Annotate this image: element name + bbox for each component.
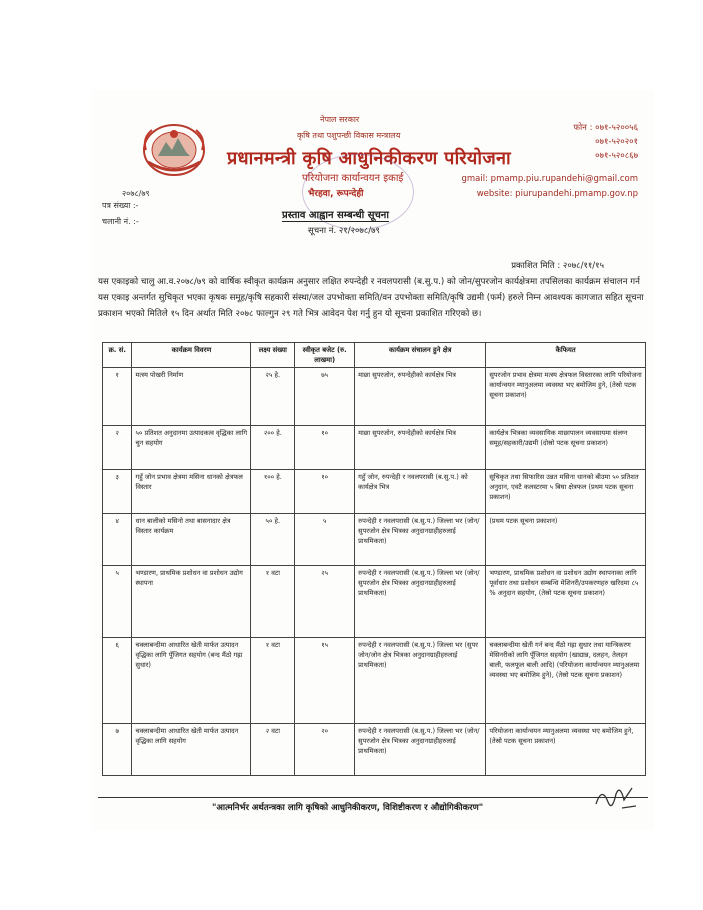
phone-1: फोन : ०७१-५२००५६ <box>573 123 638 133</box>
unit-name: परियोजना कार्यान्वयन इकाई <box>302 173 404 184</box>
notice-number: सूचना नं. २१/२०७८/७९ <box>308 226 380 236</box>
letterhead <box>92 90 654 250</box>
letter-page <box>92 90 654 830</box>
cell-area: रुपन्देही र नवलपरासी (ब.सु.प.) जिल्ला भर (सुपर जोन/जोन क्षेत्र भित्रका अनुदानग्राहीहरुलाई प्राथमिकता) <box>355 638 486 724</box>
cell-target: २५ हे. <box>251 368 295 426</box>
col-serial: क्र. सं. <box>103 343 132 368</box>
cell-program: भण्डारण, प्राथमिक प्रशोधन वा प्रशोधन उद्योग स्थापना <box>132 566 251 638</box>
table-row <box>103 724 646 776</box>
cell-program: चक्लाबन्दीमा आधारित खेती मार्फत उत्पादन वृद्धिका लागि पूँजिगत सहयोग (बन्द मैंठो गह्रा सुधार) <box>132 638 251 724</box>
ministry-name: कृषि तथा पशुपन्छी विकास मन्त्रालय <box>297 131 401 140</box>
cell-target: ५० हे. <box>251 514 295 566</box>
cell-program: गहुँ जोन प्रभाव क्षेत्रमा मसिना धानको क्षेत्रफल विस्तार <box>132 470 251 514</box>
footer-slogan: "आत्मनिर्भर अर्थतन्त्रका लागि कृषिको आधुनिकीकरण, विशिष्टीकरण र औद्योगिकीकरण" <box>212 803 484 813</box>
email-address: gmail: pmamp.piu.rupandehi@gmail.com <box>461 174 638 184</box>
cell-remarks: परियोजना कार्यान्वयन म्यानुअलमा व्यवस्था भए बमोजिम हुने, (तेस्रो पटक सूचना प्रकाशन) <box>486 724 646 776</box>
cell-remarks: कार्यक्षेत्र भित्रका व्यवसायिक माछापालन व्यवसायमा संलग्न समूह/सहकारी/उद्यमी (दोस्रो पटक सूचना प्रकाशन) <box>486 426 646 470</box>
cell-budget: ७५ <box>295 368 355 426</box>
cell-target: १०० हे. <box>251 470 295 514</box>
col-program: कार्यक्रम विवरण <box>132 343 251 368</box>
fiscal-year: २०७८/७९ <box>122 189 150 198</box>
cell-area: रुपन्देही र नवलपरासी (ब.सु.प.) जिल्ला भर (जोन/सुपरजोन क्षेत्र भित्रका अनुदानग्राहीहरुलाई प्राथमिकता) <box>355 566 486 638</box>
cell-program: ५० प्रतिशत अनुदानमा उत्पादकत्व वृद्धिका लागि चुन सहयोग <box>132 426 251 470</box>
cell-serial: ६ <box>103 638 132 724</box>
signature-icon <box>592 782 638 816</box>
phone-3: ०७१-५२०८६७ <box>595 151 638 161</box>
cell-remarks: सुपरजोन प्रभाव क्षेत्रमा मत्स्य क्षेत्रफल विस्तारका लागि परियोजना कार्यान्वयन म्यानुअलमा व्यवस्था भए बमोजिम हुने, (तेस्रो पटक सूचना प्रकाशन) <box>486 368 646 426</box>
notice-body: यस एकाइको चालु आ.व.२०७८/७९ को वार्षिक स्वीकृत कार्यक्रम अनुसार लक्षित रुपन्देही र नवलपरासी (ब.सु.प.) को जोन/सुपरजोन कार्यक्षेत्रमा तपसिलका कार्यक्रम संचालन गर्न यस एकाइ अन्तर्गत सुचिकृत भएका कृषक समूह/कृषि सहकारी संस्था/जल उपभोक्ता समिति/वन उपभोक्ता समिति/कृषि उद्यमी (फर्म) हरुले निम्न आवश्यक कागजात सहित सूचना प्रकाशन भएको मितिले १५ दिन अर्थात मिति २०७८ फाल्गुन २९ गते भित्र आवेदन पेश गर्नु हुन यो सूचना प्रकाशित गरिएको छ। <box>98 277 644 319</box>
cell-area: गहुँ जोन, रुपन्देही र नवलपरासी (ब.सु.प.) को कार्यक्षेत्र भित्र <box>355 470 486 514</box>
cell-remarks: (प्रथम पटक सूचना प्रकाशन) <box>486 514 646 566</box>
cell-area: माछा सुपरजोन, रुपन्देहीको कार्यक्षेत्र भित्र <box>355 368 486 426</box>
cell-target: १ वटा <box>251 566 295 638</box>
notice-title: प्रस्ताव आह्वान सम्बन्धी सूचना <box>282 207 389 222</box>
cell-target: २०० हे. <box>251 426 295 470</box>
unit-location: भैरहवा, रूपन्देही <box>308 189 364 199</box>
col-remarks: कैफियत <box>486 343 646 368</box>
cell-area: रुपन्देही र नवलपरासी (ब.सु.प.) जिल्ला भर (जोन/सुपरजोन क्षेत्र भित्रका अनुदानग्राहीहरुलाई प्राथमिकता) <box>355 724 486 776</box>
cell-program: चक्लाबन्दीमा आधारित खेती मार्फत उत्पादन वृद्धिका लागि सहयोग <box>132 724 251 776</box>
cell-remarks: भण्डारण, प्राथमिक प्रशोधन वा प्रशोधन उद्योग स्थापनाका लागि पूर्वाधार तथा प्रशोधन सम्बन्धि मेशिनरी/उपकरणहरु खरिदमा ८५ % अनुदान सहयोग, (तेस्रो पटक सूचना प्रकाशन) <box>486 566 646 638</box>
cell-remarks: सूचिकृत तथा सिफारिस उन्नत मसिना धानको बीउमा ५० प्रतिशत अनुदान, एवटै कलस्टरमा ५ बिघा क्षेत्रफल (प्रथम पटक सूचना प्रकाशन) <box>486 470 646 514</box>
cell-area: माछा सुपरजोन, रुपन्देहीको कार्यक्षेत्र भित्र <box>355 426 486 470</box>
col-target: लक्ष्य संख्या <box>251 343 295 368</box>
project-title: प्रधानमन्त्री कृषि आधुनिकीकरण परियोजना <box>227 148 511 169</box>
col-area: कार्यक्रम संचालन हुने क्षेत्र <box>355 343 486 368</box>
cell-serial: ३ <box>103 470 132 514</box>
government-label: नेपाल सरकार <box>320 115 360 124</box>
phone-2: ०७१-५२०२०१ <box>595 137 638 147</box>
cell-remarks: चक्लाबन्दीमा खेती गर्न बन्द मैंठो गह्रा सुधार तथा यान्त्रिकरण मेसिनरीको लागि पूँजिगत सहयोग (खाद्यान्न, दलहन, तेलहन बाली, फलफूल बाली आदि) (परियोजना कार्यान्वयन म्यानुअलमा व्यवस्था भए बमोजिम हुने), (तेस्रो पटक सूचना प्रकाशन) <box>486 638 646 724</box>
cell-budget: २० <box>295 724 355 776</box>
footer-divider <box>98 797 648 798</box>
program-table <box>102 342 646 776</box>
cell-budget: २५ <box>295 566 355 638</box>
website-address: website: piurupandehi.pmamp.gov.np <box>476 189 638 199</box>
cell-budget: ५ <box>295 514 355 566</box>
cell-serial: ४ <box>103 514 132 566</box>
cell-serial: २ <box>103 426 132 470</box>
col-budget: स्वीकृत बजेट (रु. लाखमा) <box>295 343 355 368</box>
cell-area: रुपन्देही र नवलपरासी (ब.सु.प.) जिल्ला भर (जोन/सुपरजोन क्षेत्र भित्रका अनुदानग्राहीहरुलाई प्राथमिकता) <box>355 514 486 566</box>
cell-target: २ वटा <box>251 724 295 776</box>
cell-budget: १५ <box>295 638 355 724</box>
cell-budget: १० <box>295 470 355 514</box>
table-header-row <box>103 343 646 368</box>
cell-program: मत्स्य पोखरी निर्माण <box>132 368 251 426</box>
nepal-emblem-icon <box>138 120 210 178</box>
cell-target: १ वटा <box>251 638 295 724</box>
table-row <box>103 566 646 638</box>
table-row <box>103 638 646 724</box>
table-row <box>103 470 646 514</box>
table-row <box>103 514 646 566</box>
cell-budget: १० <box>295 426 355 470</box>
dispatch-number-label: चलानी नं. :- <box>102 217 139 226</box>
cell-program: धान बालीको मसिनो तथा बासनादार क्षेत्र विस्तार कार्यक्रम <box>132 514 251 566</box>
letter-number-label: पत्र संख्या :- <box>102 201 139 210</box>
cell-serial: १ <box>103 368 132 426</box>
cell-serial: ५ <box>103 566 132 638</box>
table-row <box>103 426 646 470</box>
published-date: प्रकाशित मिति : २०७८/११/१५ <box>511 261 604 271</box>
cell-serial: ७ <box>103 724 132 776</box>
table-row <box>103 368 646 426</box>
